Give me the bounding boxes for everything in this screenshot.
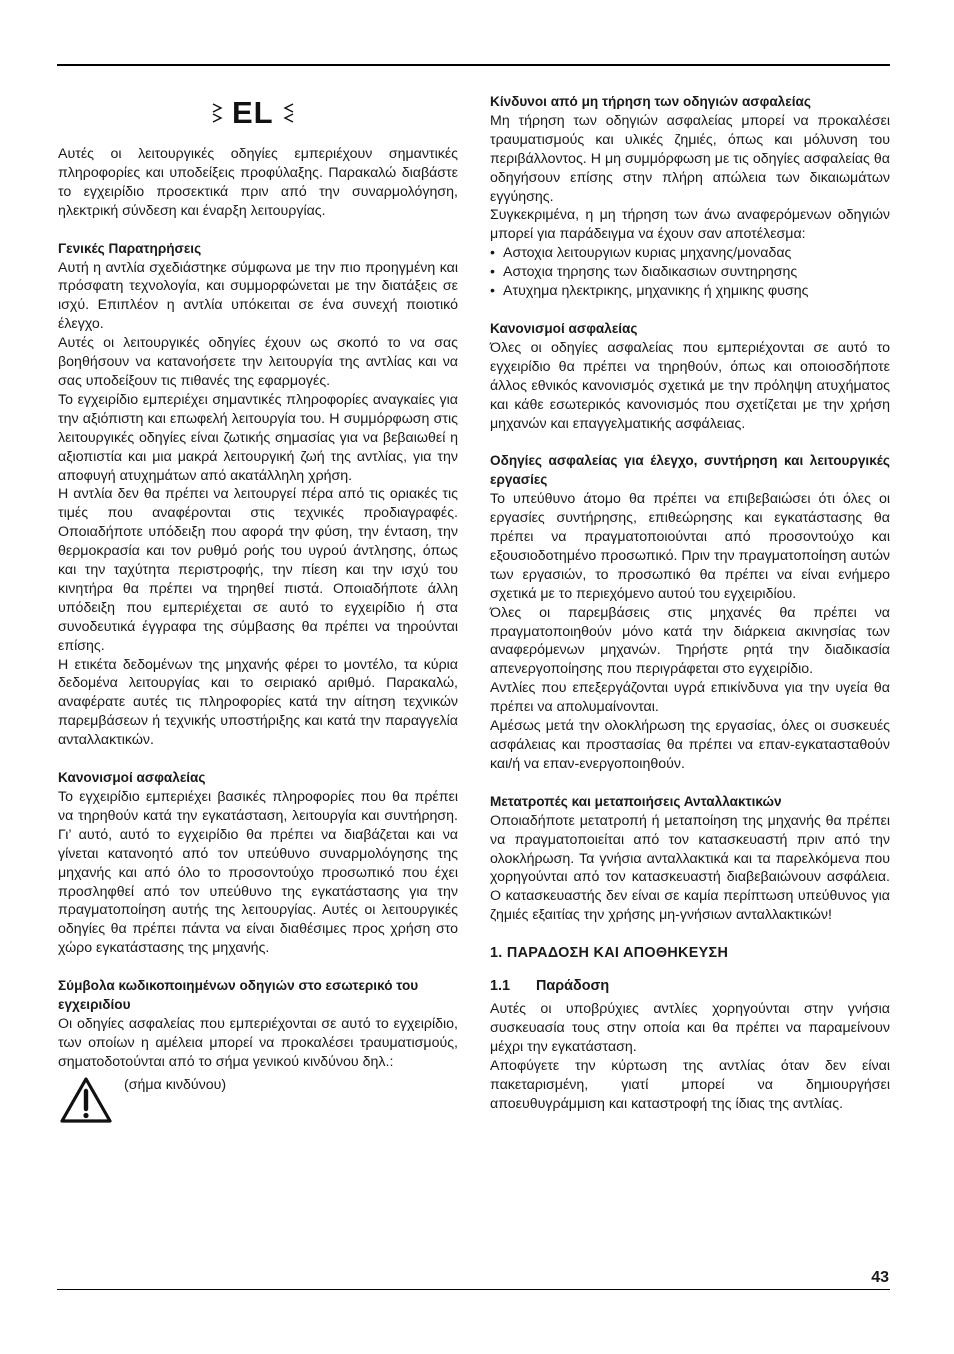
safety-regulations-section [490, 320, 890, 433]
paragraph: Αυτές οι λειτουργικές οδηγίες έχουν ως σκοπό το να σας βοηθήσουν να κατανοήσετε την λειτουργία της αντλίας και να σας υποδείξουν τις πιθανές της εφαρμογές. [58, 335, 458, 389]
paragraph: Όλες οι παρεμβάσεις στις μηχανές θα πρέπει να πραγματοποιηθούν μόνο κατά την διάρκεια ακινησίας των αναφερόμενων μηχανών. Τηρήστε ρητά την διαδικασία απενεργοποίησης που περιγράφεται στο εγχειρίδιο. [490, 604, 890, 678]
safety-rules-section [58, 769, 458, 958]
general-notes-section [58, 240, 458, 750]
paragraph: Οποιαδήποτε μετατροπή ή μεταποίηση της μηχανής θα πρέπει να πραγματοποιείται από τον κατασκευαστή πριν από την ολοκλήρωση. Τα γνήσια ανταλλακτικά και τα παρελκόμενα που χορηγούνται από τον κατασκευαστή διαβεβαιώνουν ασφάλεια. Ο κατασκευαστής δεν είναι σε καμία περίπτωση υπεύθυνος για ζημιές εξαιτίας την χρήσης μη-γνήσιων ανταλλακτικών! [490, 812, 890, 924]
paragraph: Οι οδηγίες ασφαλείας που εμπεριέχονται σε αυτό το εγχειρίδιο, των οποίων η αμέλεια μπορεί να προκαλέσει τραυματισμούς, σηματοδοτούνται από το σήμα γενικού κινδύνου δηλ.: [58, 1015, 458, 1070]
paragraph: Το υπεύθυνο άτομο θα πρέπει να επιβεβαιώσει ότι όλες οι εργασίες συντήρησης, επιθεώρησης και εγκατάστασης θα πρέπει να πραγματοποιούνται από προσοντούχο και εξουσιοδοτημένο προσωπικό. Πριν την πραγματοποίηση αυτών των εργασιών, το προσωπικό θα πρέπει να είναι ενήμερο σχετικά με το περιεχόμενο αυτού του εγχειριδίου. [490, 491, 890, 602]
paragraph: Η αντλία δεν θα πρέπει να λειτουργεί πέρα από τις οριακές τις τιμές που αναφέρονται στις τεχνικές προδιαγραφές. Οποιαδήποτε υπόδειξη που αφορά την φύση, την ένταση, την θερμοκρασία και τον ρυθμό ροής του υγρού άντλησης, όπως και την ταχύτητα περιστροφής, την πίεση και την ισχύ του κινητήρα θα πρέπει να τηρηθεί πιστά. Οποιαδήποτε άλλη υπόδειξη που εμπεριέχεται σε αυτό το εγχειρίδιο ή στα συνοδευτικά έγγραφα της σύμβασης θα πρέπει να τηρούνται επίσης. [58, 486, 458, 654]
section-heading: Σύμβολα κωδικοποιημένων οδηγιών στο εσωτερικό του εγχειριδίου [58, 978, 419, 1013]
header-rule [57, 64, 890, 66]
paragraph: Αποφύγετε την κύρτωση της αντλίας όταν δεν είναι πακεταρισμένη, γιατί μπορεί να δημιουργήσει αποευθυγράμμιση και καταστροφή της ίδιας της αντλίας. [490, 1057, 890, 1112]
subsection-number: 1.1 [490, 978, 511, 995]
chapter-title: ΠΑΡΑΔΟΣΗ ΚΑΙ ΑΠΟΘΗΚΕΥΣΗ [506, 945, 729, 962]
page-number: 43 [871, 1269, 889, 1286]
list-item: • Αστοχια λειτουργιων κυριας μηχανης/μοναδας [490, 244, 890, 263]
inspection-section [490, 452, 890, 773]
paragraph: Αντλίες που επεξεργάζονται υγρά επικίνδυνα για την υγεία θα πρέπει να απολυμαίνονται. [490, 680, 890, 716]
paragraph: Το εγχειρίδιο εμπεριέχει σημαντικές πληροφορίες αναγκαίες για την αξιόπιστη και επωφελή λειτουργία του. Η συμμόρφωση στις λειτουργικές οδηγίες είναι ζωτικής σημασίας για να βεβαιωθεί η αξιοπιστία και μια μακρά λειτουργική ζωή της αντλίας, για την αποφυγή ατυχημάτων από ακατάλληλη χρήση. [58, 391, 458, 484]
left-column [58, 93, 458, 1124]
consequences-list [490, 244, 890, 301]
symbols-section [58, 977, 458, 1124]
modifications-section [490, 793, 890, 925]
paragraph: Αμέσως μετά την ολοκλήρωση της εργασίας, όλες οι συσκευές ασφάλειας και προστασίας θα πρέπει να επαν-εγκατασταθούν και/ή να επαν-ενεργοποιηθούν. [490, 718, 890, 772]
chapter-number: 1. [490, 945, 503, 962]
section-heading: Κανονισμοί ασφαλείας [58, 770, 206, 786]
subsection-heading [490, 977, 890, 996]
section-heading: Οδηγίες ασφαλείας για έλεγχο, συντήρηση και λειτουργικές εργασίες [490, 453, 890, 488]
language-code: EL [232, 95, 274, 130]
paragraph: Το εγχειρίδιο εμπεριέχει βασικές πληροφορίες που θα πρέπει να τηρηθούν κατά την εγκατάσταση, λειτουργία και συντήρηση. Γι’ αυτό, αυτό το εγχειρίδιο θα πρέπει να διαβάζεται και να γίνεται κατανοητό από τον υπεύθυνο συναρμολόγησης της μηχανής και από όλο το προσοντούχο προσωπικό που έχει προσληφθεί από τον υπεύθυνο της εγκατάστασης για την πραγματοποίηση αυτής της λειτουργίας. Αυτές οι λειτουργικές οδηγίες θα πρέπει πάντα να είναι διαθέσιμες προς χρήση στο χώρο εγκατάστασης της μηχανής. [58, 789, 458, 957]
paragraph: Η ετικέτα δεδομένων της μηχανής φέρει το μοντέλο, τα κύρια δεδομένα λειτουργίας και το σειριακό αριθμό. Παρακαλώ, αναφέρατε αυτές τις πληροφορίες κατά την αίτηση τεχνικών παρεμβάσεων ή τεχνικής υποστήριξης και κατά την παραγγελία ανταλλακτικών. [58, 656, 458, 749]
warning-triangle-icon [59, 1076, 113, 1124]
delivery-section [490, 1000, 890, 1113]
list-item: • Αστοχια τηρησης των διαδικασιων συντηρησης [490, 263, 890, 282]
right-column [490, 93, 890, 1113]
warning-symbol-row [58, 1076, 458, 1124]
warning-caption: (σήμα κινδύνου) [124, 1076, 227, 1093]
paragraph: Αυτή η αντλία σχεδιάστηκε σύμφωνα με την πιο προηγμένη και πρόσφατη τεχνολογία, και συμμορφώνεται με την διατάξεις σε ισχύ. Επιπλέον η αντλία υπόκειται σε ένα συνεχή ποιοτικό έλεγχο. [58, 259, 458, 333]
section-heading: Κίνδυνοι από μη τήρηση των οδηγιών ασφαλείας [490, 94, 811, 109]
section-heading: Μετατροπές και μεταποιήσεις Ανταλλακτικών [490, 793, 782, 809]
intro-paragraph: Αυτές οι λειτουργικές οδηγίες εμπεριέχουν σημαντικές πληροφορίες και υποδείξεις προφύλαξης. Παρακαλώ διαβάστε το εγχειρίδιο προσεκτικά πριν από την συναρμολόγηση, ηλεκτρική σύνδεση και έναρξη λειτουργίας. [58, 146, 458, 219]
paragraph: Μη τήρηση των οδηγιών ασφαλείας μπορεί να προκαλέσει τραυματισμούς και υλικές ζημιές, όπως και μόλυνση του περιβάλλοντος. Η μη συμμόρφωση με τις οδηγίες ασφαλείας θα οδηγήσουν επίσης στην πλήρη απώλεια των δικαιωμάτων εγγύησης. [490, 112, 890, 205]
footer-rule [57, 1289, 890, 1290]
paragraph: Όλες οι οδηγίες ασφαλείας που εμπεριέχονται σε αυτό το εγχειρίδιο θα πρέπει να τηρηθούν, όπως και οποιοσδήποτε άλλος εθνικός κανονισμός σχετικά με την πρόληψη ατυχήματος και κάθε εσωτερικός κανονισμός που σχετίζεται με την χρήση μηχανών και επαγγελματικής ασφάλειας. [490, 339, 890, 432]
paragraph: Συγκεκριμένα, η μη τήρηση των άνω αναφερόμενων οδηγιών μπορεί για παράδειγμα να έχουν σαν αποτέλεσμα: [490, 207, 890, 243]
section-heading: Γενικές Παρατηρήσεις [58, 240, 202, 256]
dangers-section [490, 93, 890, 301]
list-item: • Ατυχημα ηλεκτρικης, μηχανικης ή χημικης φυσης [490, 282, 890, 301]
paragraph: Αυτές οι υποβρύχιες αντλίες χορηγούνται στην γνήσια συσκευασία τους στην οποία και θα πρέπει να παραμείνουν μέχρι την εγκατάσταση. [490, 1000, 890, 1055]
chapter-heading [490, 944, 890, 963]
section-heading: Κανονισμοί ασφαλείας [490, 320, 638, 336]
subsection-title: Παράδοση [536, 978, 610, 995]
